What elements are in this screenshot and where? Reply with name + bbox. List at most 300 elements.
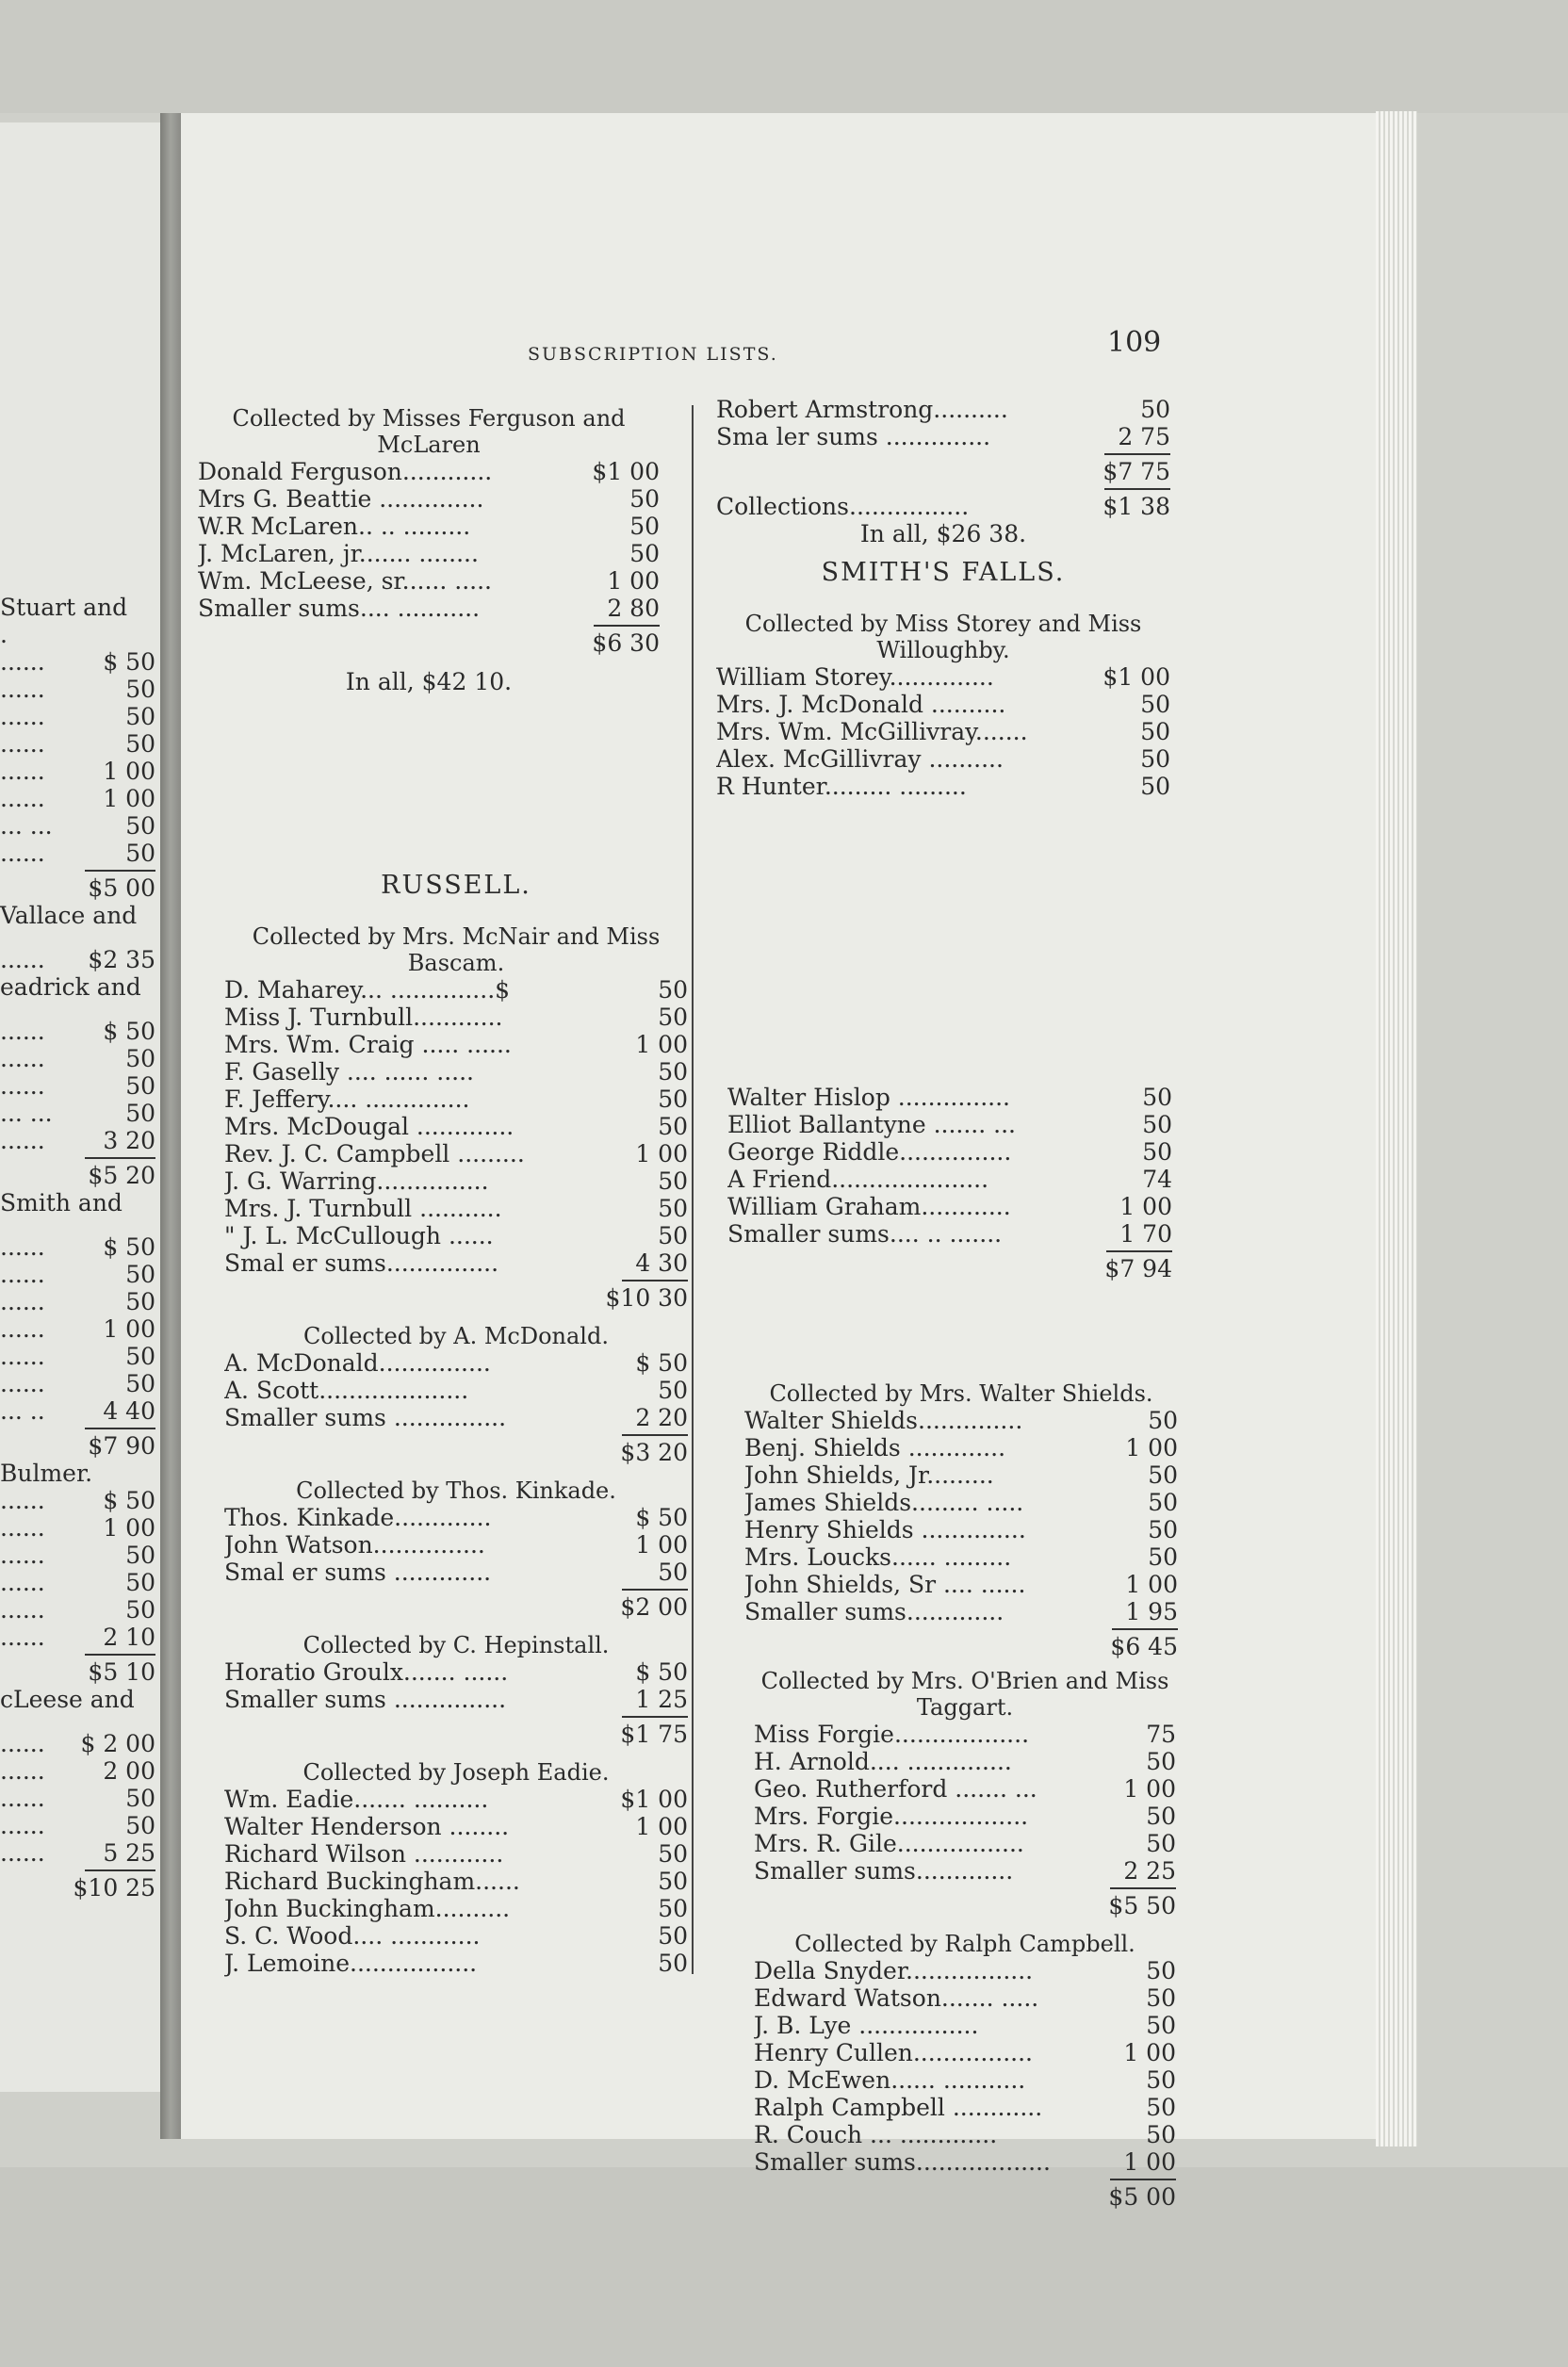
subscription-row — [716, 423, 1170, 450]
amount: 1 00 — [1125, 1571, 1178, 1598]
subscription-row — [224, 1349, 688, 1377]
subscriber-name: ... ... — [0, 812, 53, 840]
total-rule — [716, 450, 1170, 458]
text-fragment: Stuart and — [0, 594, 128, 621]
subtotal: $6 45 — [1110, 1633, 1178, 1660]
subscriber-name: Smaller sums............. — [754, 1857, 1014, 1885]
collector-heading: Collected by Mrs. O'Brien and Miss Taggart. — [760, 1668, 1169, 1721]
subscriber-name: F. Jeffery.... .............. — [224, 1086, 470, 1113]
spacer — [224, 1621, 688, 1632]
subscription-row — [716, 396, 1170, 423]
subscription-row — [224, 976, 688, 1004]
subscription-row — [744, 1461, 1178, 1489]
amount: 5 25 — [103, 1839, 155, 1867]
subscription-row — [0, 1812, 160, 1839]
subscription-row — [198, 540, 660, 567]
amount: $1 38 — [1102, 493, 1170, 520]
amount: 1 00 — [103, 1315, 155, 1343]
subscriber-name: Richard Wilson ............ — [224, 1840, 504, 1868]
subscriber-name: S. C. Wood.... ............ — [224, 1922, 481, 1950]
subscriber-name: Smal er sums............... — [224, 1249, 499, 1277]
subscriber-name: F. Gaselly .... ...... ..... — [224, 1058, 475, 1086]
amount: 50 — [125, 1596, 155, 1624]
subscription-row — [224, 1895, 688, 1922]
subscriber-name: Elliot Ballantyne ....... ... — [727, 1111, 1016, 1138]
subscriber-name: ...... — [0, 1261, 45, 1288]
subtotal: $1 75 — [620, 1721, 688, 1748]
subscriber-name: A. Scott.................... — [224, 1377, 469, 1404]
amount: 50 — [1146, 1803, 1176, 1830]
spacer — [224, 1312, 688, 1323]
subscriber-name: Mrs. J. McDonald .......... — [716, 691, 1006, 718]
spacer — [716, 586, 1170, 611]
subscriber-name: Thos. Kinkade............. — [224, 1504, 492, 1531]
amount: 1 00 — [1123, 2039, 1176, 2066]
amount: 1 25 — [635, 1686, 688, 1713]
spacer — [224, 1466, 688, 1477]
amount: 2 10 — [103, 1624, 155, 1651]
subscriber-name: Henry Shields .............. — [744, 1516, 1026, 1543]
subscriber-name: Mrs. Wm. McGillivray....... — [716, 718, 1028, 745]
section-title: SMITH'S FALLS. — [821, 558, 1066, 587]
amount: 50 — [125, 840, 155, 867]
text-line — [0, 1460, 160, 1487]
subscription-row — [0, 676, 160, 703]
text-line — [0, 594, 160, 621]
amount: 50 — [1140, 396, 1170, 423]
amount: 50 — [125, 1261, 155, 1288]
subscriber-name: Smal er sums ............. — [224, 1559, 492, 1586]
subscriber-name: Robert Armstrong.......... — [716, 396, 1008, 423]
subscriber-name: ...... — [0, 1785, 45, 1812]
amount: 50 — [658, 1222, 688, 1249]
subscription-row — [754, 2148, 1176, 2176]
subscriber-name: ...... — [0, 946, 45, 973]
subscriber-name: A. McDonald............... — [224, 1349, 491, 1377]
amount: 1 00 — [635, 1140, 688, 1167]
amount: $ 50 — [635, 1658, 688, 1686]
subscriber-name: William Graham............ — [727, 1193, 1011, 1220]
amount: 50 — [658, 1004, 688, 1031]
column-middle — [224, 872, 688, 1977]
amount: 50 — [125, 1045, 155, 1072]
subscription-row — [0, 1596, 160, 1624]
amount: $1 00 — [1102, 663, 1170, 691]
text-line — [0, 1686, 160, 1713]
subscription-row — [224, 1868, 688, 1895]
amount: 50 — [1140, 745, 1170, 773]
subscriber-name: Henry Cullen................ — [754, 2039, 1033, 2066]
subscription-row — [727, 1111, 1172, 1138]
subscription-row — [198, 485, 660, 513]
amount: 50 — [629, 513, 660, 540]
amount: 50 — [1146, 2121, 1176, 2148]
amount: $1 00 — [592, 458, 660, 485]
subscriber-name: ...... — [0, 1569, 45, 1596]
amount: 50 — [658, 1868, 688, 1895]
collector-heading: Collected by Joseph Eadie. — [302, 1759, 610, 1786]
amount: 50 — [658, 1895, 688, 1922]
subscriber-name: Wm. McLeese, sr...... ..... — [198, 567, 492, 595]
amount: 1 00 — [103, 758, 155, 785]
subscriber-name: J. B. Lye ................ — [754, 2012, 979, 2039]
amount: $1 00 — [620, 1786, 688, 1813]
subscription-row — [744, 1598, 1178, 1625]
subscriber-name: Mrs. McDougal ............. — [224, 1113, 514, 1140]
subscription-row — [224, 1813, 688, 1840]
subscriber-name: James Shields......... ..... — [744, 1489, 1024, 1516]
subscriber-name: ...... — [0, 785, 45, 812]
subscription-row — [0, 1261, 160, 1288]
text-fragment: . — [0, 621, 8, 648]
amount: 50 — [1142, 1084, 1172, 1111]
subscriber-name: Mrs. Wm. Craig ..... ...... — [224, 1031, 512, 1058]
spacer — [0, 1216, 160, 1233]
amount: 50 — [1146, 1957, 1176, 1984]
subscription-row — [716, 745, 1170, 773]
subscriber-name: Mrs G. Beattie .............. — [198, 485, 484, 513]
amount: 50 — [125, 1072, 155, 1100]
subscription-row — [0, 1569, 160, 1596]
subscription-row — [744, 1571, 1178, 1598]
spacer — [0, 929, 160, 946]
subscriber-name: Donald Ferguson............ — [198, 458, 493, 485]
subscriber-name: ...... — [0, 1127, 45, 1154]
grand-total: In all, $26 38. — [859, 520, 1027, 547]
subscriber-name: Miss Forgie.................. — [754, 1721, 1030, 1748]
amount: 50 — [658, 976, 688, 1004]
subscription-row — [0, 1100, 160, 1127]
subscription-row — [754, 1803, 1176, 1830]
subscriber-name: ...... — [0, 1288, 45, 1315]
amount: 1 00 — [1123, 1775, 1176, 1803]
amount: 50 — [1140, 718, 1170, 745]
text-fragment: Bulmer. — [0, 1460, 93, 1487]
subscription-row — [0, 1370, 160, 1397]
subscriber-name: Horatio Groulx....... ...... — [224, 1658, 509, 1686]
subscriber-name: Smaller sums.... .. ....... — [727, 1220, 1003, 1248]
subscription-row — [716, 718, 1170, 745]
amount: 50 — [125, 703, 155, 730]
total-rule — [0, 1867, 160, 1874]
subscription-row — [754, 2066, 1176, 2094]
amount: 50 — [1148, 1407, 1178, 1434]
amount: 50 — [1146, 2012, 1176, 2039]
subscriber-name: ...... — [0, 1812, 45, 1839]
amount: 1 00 — [635, 1031, 688, 1058]
subscription-row — [0, 1045, 160, 1072]
subscriber-name: H. Arnold.... .............. — [754, 1748, 1012, 1775]
text-fragment: Vallace and — [0, 902, 138, 929]
subscription-row — [224, 1504, 688, 1531]
subscriber-name: John Watson............... — [224, 1531, 485, 1559]
subscription-row — [0, 1233, 160, 1261]
subscriber-name: Walter Henderson ........ — [224, 1813, 510, 1840]
subscriber-name: Walter Hislop ............... — [727, 1084, 1010, 1111]
subscriber-name: Mrs. J. Turnbull ........... — [224, 1195, 502, 1222]
total-rule — [0, 1425, 160, 1432]
amount: 2 20 — [635, 1404, 688, 1431]
subscription-row — [0, 946, 160, 973]
amount: 50 — [1142, 1138, 1172, 1166]
subscription-row — [0, 648, 160, 676]
text-line — [0, 621, 160, 648]
subscriber-name: Mrs. R. Gile................. — [754, 1830, 1024, 1857]
column-left — [198, 405, 660, 695]
amount: 50 — [125, 1785, 155, 1812]
amount: 50 — [658, 1559, 688, 1586]
amount: $2 35 — [88, 946, 155, 973]
amount: 50 — [125, 1542, 155, 1569]
total-rule — [754, 2176, 1176, 2183]
subscription-row — [0, 703, 160, 730]
collector-heading: Collected by Ralph Campbell. — [794, 1931, 1135, 1957]
column-right-shields — [744, 1380, 1178, 1660]
subscription-row — [224, 1249, 688, 1277]
total-rule — [727, 1248, 1172, 1255]
amount: 4 30 — [635, 1249, 688, 1277]
subscription-row — [198, 567, 660, 595]
subscription-row — [0, 758, 160, 785]
text-line — [0, 902, 160, 929]
subtotal: $5 50 — [1108, 1892, 1176, 1919]
spacer — [0, 1001, 160, 1018]
amount: 50 — [1148, 1489, 1178, 1516]
collector-heading: Collected by C. Hepinstall. — [302, 1632, 610, 1658]
subscription-row — [754, 1857, 1176, 1885]
subscription-row — [198, 595, 660, 622]
amount: 50 — [658, 1840, 688, 1868]
amount: 50 — [125, 1812, 155, 1839]
subscription-row — [224, 1686, 688, 1713]
subtotal: $7 90 — [88, 1432, 155, 1460]
subscription-row — [0, 1397, 160, 1425]
subscription-row — [0, 1072, 160, 1100]
subscriber-name: ...... — [0, 1596, 45, 1624]
amount: 50 — [658, 1113, 688, 1140]
amount: 1 00 — [1125, 1434, 1178, 1461]
subscriber-name: ...... — [0, 840, 45, 867]
total-rule — [198, 622, 660, 629]
subscription-row — [744, 1434, 1178, 1461]
subtotal: $5 20 — [88, 1162, 155, 1189]
subscription-row — [224, 1222, 688, 1249]
subscriber-name: ...... — [0, 676, 45, 703]
column-right — [716, 396, 1170, 800]
amount: 50 — [1148, 1543, 1178, 1571]
amount: 74 — [1142, 1166, 1172, 1193]
subscription-row — [0, 812, 160, 840]
subscriber-name: Wm. Eadie....... .......... — [224, 1786, 489, 1813]
subscription-row — [224, 1031, 688, 1058]
text-fragment: eadrick and — [0, 973, 141, 1001]
amount: 1 00 — [103, 785, 155, 812]
subscription-row — [744, 1516, 1178, 1543]
subscriber-name: Miss J. Turnbull............ — [224, 1004, 503, 1031]
section-title: RUSSELL. — [381, 871, 531, 900]
amount: $ 2 00 — [80, 1730, 155, 1757]
column-right-continued — [727, 1084, 1172, 1282]
total-rule — [224, 1586, 688, 1593]
subscription-row — [224, 1840, 688, 1868]
spacer — [754, 1919, 1176, 1931]
amount: $ 50 — [103, 1233, 155, 1261]
amount: 50 — [658, 1058, 688, 1086]
spacer — [198, 657, 660, 668]
subscriber-name: ...... — [0, 730, 45, 758]
subscription-row — [224, 1950, 688, 1977]
subscription-row — [0, 1127, 160, 1154]
subscriber-name: Smaller sums ............... — [224, 1404, 507, 1431]
subscription-row — [198, 458, 660, 485]
amount: 1 00 — [607, 567, 660, 595]
text-line — [0, 973, 160, 1001]
total-rule — [754, 1885, 1176, 1892]
text-line — [0, 1189, 160, 1216]
subscriber-name: ...... — [0, 1315, 45, 1343]
subscription-row — [754, 1775, 1176, 1803]
subscription-row — [0, 1757, 160, 1785]
amount: 50 — [125, 676, 155, 703]
subscriber-name: Smaller sums ............... — [224, 1686, 507, 1713]
subscriber-name: Edward Watson....... ..... — [754, 1984, 1039, 2012]
amount: 2 00 — [103, 1757, 155, 1785]
total-rule — [0, 1651, 160, 1658]
amount: 1 95 — [1125, 1598, 1178, 1625]
subscriber-name: Della Snyder................. — [754, 1957, 1034, 1984]
subscription-row — [716, 773, 1170, 800]
amount: $ 50 — [103, 1487, 155, 1514]
subscriber-name: Sma ler sums .............. — [716, 423, 991, 450]
subscriber-name: ...... — [0, 1370, 45, 1397]
collector-heading: Collected by Thos. Kinkade. — [296, 1477, 616, 1504]
amount: 1 00 — [635, 1531, 688, 1559]
collector-heading: Collected by Mrs. Walter Shields. — [769, 1380, 1153, 1407]
text-fragment: Smith and — [0, 1189, 122, 1216]
subscription-row — [224, 1658, 688, 1686]
amount: 50 — [125, 1370, 155, 1397]
amount: 50 — [658, 1167, 688, 1195]
subscriber-name: Alex. McGillivray .......... — [716, 745, 1004, 773]
subscription-row — [0, 730, 160, 758]
subscription-row — [224, 1140, 688, 1167]
subscription-row — [754, 1830, 1176, 1857]
subscriber-name: J. G. Warring............... — [224, 1167, 489, 1195]
column-divider — [692, 405, 694, 1974]
subscription-row — [754, 1984, 1176, 2012]
subscription-row — [754, 1748, 1176, 1775]
amount: 50 — [1148, 1516, 1178, 1543]
subtotal: $2 00 — [620, 1593, 688, 1621]
subscription-row — [727, 1166, 1172, 1193]
subscription-row — [224, 1086, 688, 1113]
subscription-row — [716, 493, 1170, 520]
subscriber-name: Smaller sums.... ........... — [198, 595, 481, 622]
subscriber-name: ...... — [0, 1730, 45, 1757]
subscription-row — [727, 1084, 1172, 1111]
amount: 1 70 — [1119, 1220, 1172, 1248]
amount: 50 — [125, 1288, 155, 1315]
subscriber-name: D. Maharey... ..............$ — [224, 976, 511, 1004]
amount: 2 80 — [607, 595, 660, 622]
subscription-row — [224, 1167, 688, 1195]
subscriber-name: R Hunter......... ......... — [716, 773, 967, 800]
total-rule — [0, 1154, 160, 1162]
subtotal: $5 00 — [1108, 2183, 1176, 2211]
subtotal: $5 00 — [88, 874, 155, 902]
spacer — [0, 1713, 160, 1730]
subscription-row — [754, 1957, 1176, 1984]
subtotal: $10 25 — [73, 1874, 155, 1902]
amount: 50 — [1146, 2066, 1176, 2094]
amount: 4 40 — [103, 1397, 155, 1425]
subscriber-name: A Friend..................... — [727, 1166, 989, 1193]
subtotal: $10 30 — [605, 1284, 688, 1312]
subscriber-name: ...... — [0, 1045, 45, 1072]
subscription-row — [716, 691, 1170, 718]
amount: $ 50 — [103, 1018, 155, 1045]
subscription-row — [716, 663, 1170, 691]
amount: 50 — [1148, 1461, 1178, 1489]
amount: 1 00 — [1123, 2148, 1176, 2176]
subscriber-name: Richard Buckingham...... — [224, 1868, 520, 1895]
subscription-row — [727, 1193, 1172, 1220]
subscription-row — [0, 1542, 160, 1569]
subscriber-name: ...... — [0, 1514, 45, 1542]
subtotal: $7 75 — [1102, 458, 1170, 485]
subscriber-name: Benj. Shields ............. — [744, 1434, 1006, 1461]
collector-heading: Collected by Miss Storey and Miss Willoughby. — [744, 611, 1142, 663]
grand-total: In all, $42 10. — [345, 668, 513, 695]
subscription-row — [727, 1138, 1172, 1166]
subscriber-name: ... .. — [0, 1397, 45, 1425]
subscriber-name: J. McLaren, jr....... ........ — [198, 540, 479, 567]
book-gutter — [160, 113, 181, 2139]
total-rule — [716, 485, 1170, 493]
subscriber-name: John Shields, Jr......... — [744, 1461, 994, 1489]
subscription-row — [224, 1058, 688, 1086]
amount: 50 — [629, 485, 660, 513]
subtotal: $5 10 — [88, 1658, 155, 1686]
amount: 50 — [1146, 2094, 1176, 2121]
amount: 1 00 — [1119, 1193, 1172, 1220]
subscription-row — [224, 1113, 688, 1140]
subscriber-name: " J. L. McCullough ...... — [224, 1222, 494, 1249]
subscriber-name: D. McEwen...... ........... — [754, 2066, 1026, 2094]
subscription-row — [0, 1487, 160, 1514]
subscriber-name: ...... — [0, 1839, 45, 1867]
total-rule — [224, 1277, 688, 1284]
subscription-row — [0, 1018, 160, 1045]
subscriber-name: ...... — [0, 1343, 45, 1370]
subscription-row — [0, 1514, 160, 1542]
subscription-row — [744, 1407, 1178, 1434]
amount: 50 — [1146, 1748, 1176, 1775]
collector-heading: Collected by Misses Ferguson and McLaren — [232, 405, 626, 458]
subscription-row — [0, 1730, 160, 1757]
subscriber-name: Walter Shields.............. — [744, 1407, 1023, 1434]
left-page-column — [0, 594, 160, 1902]
running-header: SUBSCRIPTION LISTS. — [528, 344, 778, 365]
subscription-row — [0, 1839, 160, 1867]
amount: 50 — [125, 812, 155, 840]
amount: 50 — [658, 1922, 688, 1950]
subscriber-name: ...... — [0, 1487, 45, 1514]
column-right-obrien — [754, 1668, 1176, 2211]
subscriber-name: William Storey.............. — [716, 663, 994, 691]
subscriber-name: ...... — [0, 758, 45, 785]
amount: 2 25 — [1123, 1857, 1176, 1885]
